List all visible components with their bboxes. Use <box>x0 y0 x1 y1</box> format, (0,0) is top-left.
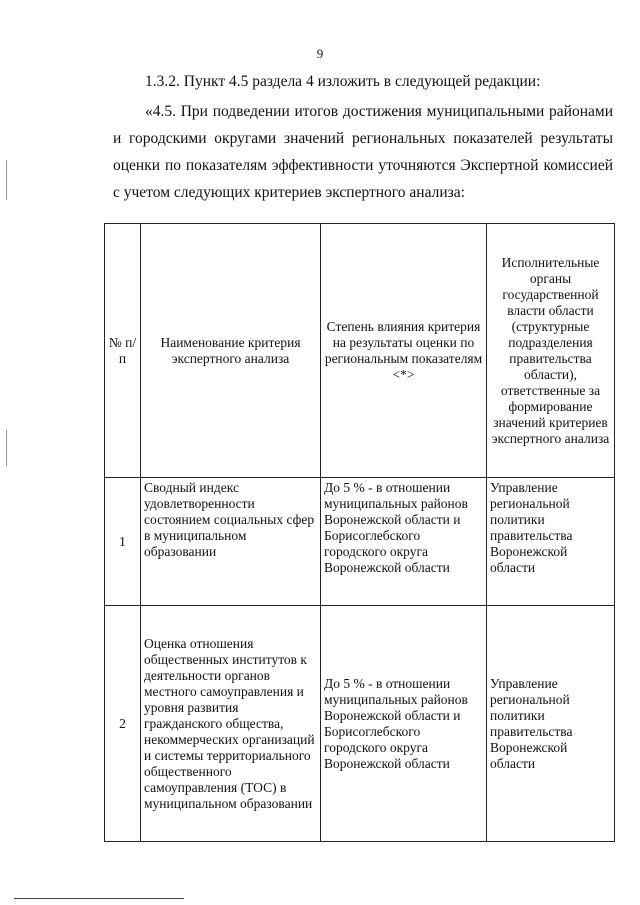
footer-divider <box>14 898 184 899</box>
paragraph-amendment-intro: 1.3.2. Пункт 4.5 раздела 4 изложить в следующей редакции: <box>145 73 541 90</box>
margin-mark <box>6 160 7 200</box>
table-header-row <box>105 224 615 478</box>
responsible-body: Управление региональной политики правительства Воронежской области <box>487 606 615 842</box>
header-responsible-bodies: Исполнительные органы государственной власти области (структурные подразделения правительства области), ответственные за формирование значений критериев экспертного анализа <box>487 224 615 478</box>
table-row <box>105 478 615 606</box>
criteria-table <box>104 223 615 842</box>
table-row <box>105 606 615 842</box>
row-number: 1 <box>105 478 141 606</box>
criterion-name: Сводный индекс удовлетворенности состоянием социальных сфер в муниципальном образовании <box>141 478 321 606</box>
paragraph-clause-4-5: «4.5. При подведении итогов достижения муниципальными районами и городскими округами значений региональных показателей результаты оценки по показателям эффективности уточняются Экспертной комиссией с учетом следующих критериев экспертного анализа: <box>113 103 613 201</box>
row-number: 2 <box>105 606 141 842</box>
influence-degree: До 5 % - в отношении муниципальных районов Воронежской области и Борисоглебского городского округа Воронежской области <box>321 606 487 842</box>
influence-degree: До 5 % - в отношении муниципальных районов Воронежской области и Борисоглебского городского округа Воронежской области <box>321 478 487 606</box>
responsible-body: Управление региональной политики правительства Воронежской области <box>487 478 615 606</box>
criterion-name: Оценка отношения общественных институтов к деятельности органов местного самоуправления и уровня развития гражданского общества, некоммерческих организаций и системы территориального общественного самоуправления (ТОС) в муниципальном образовании <box>141 606 321 842</box>
page-number: 9 <box>316 46 324 61</box>
header-criterion-name: Наименование критерия экспертного анализа <box>141 224 321 478</box>
margin-mark <box>6 430 7 466</box>
header-influence-degree: Степень влияния критерия на результаты оценки по региональным показателям <*> <box>321 224 487 478</box>
header-number: № п/п <box>105 224 141 478</box>
